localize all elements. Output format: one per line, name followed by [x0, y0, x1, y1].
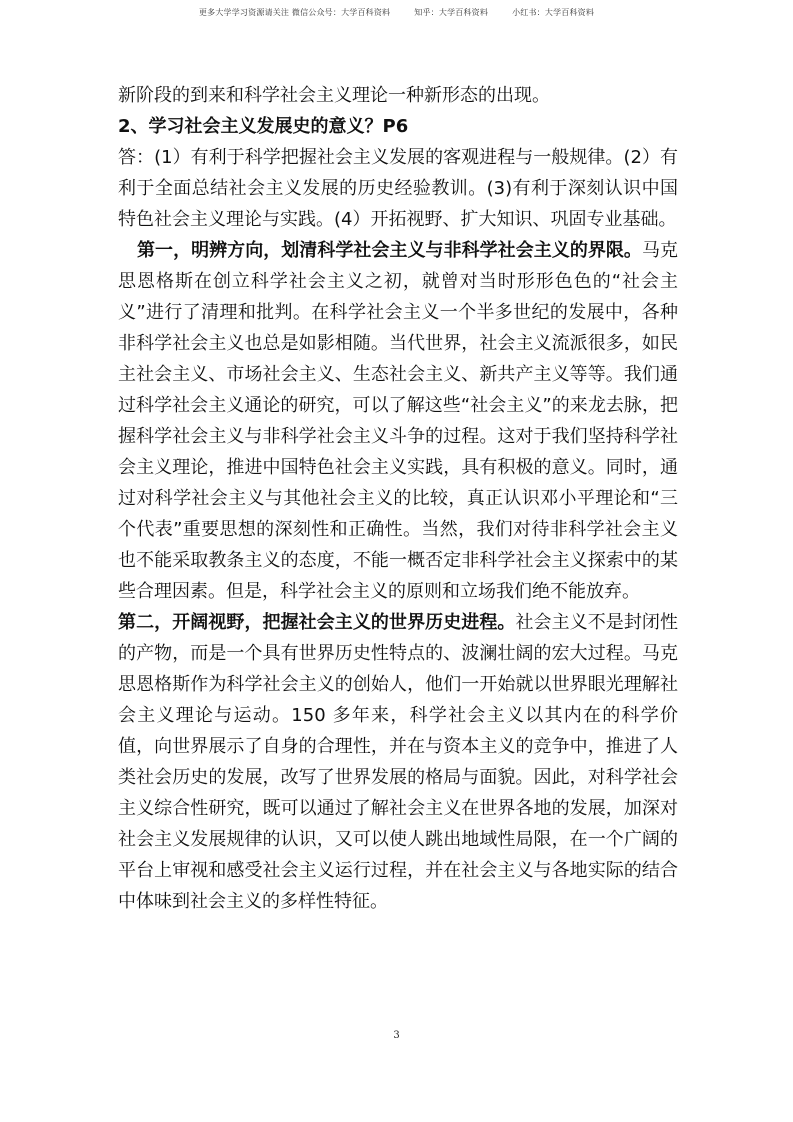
question-heading: 2、学习社会主义发展史的意义？P6 [118, 116, 409, 137]
document-body [118, 80, 678, 917]
header-xiaohongshu-note: 小红书：大学百科资料 [512, 8, 595, 17]
point-two-body: 社会主义不是封闭性的产物，而是一个具有世界历史性特点的、波澜壮阔的宏大过程。马克思恩格斯作为科学社会主义的创始人，他们一开始就以世界眼光理解社会主义理论与运动。150 多年来，科学社会主义以其内在的科学价值，向世界展示了自身的合理性，并在与资本主义的竞争中，推进了人类社会历史的发展，改写了世界发展的格局与面貌。因此，对科学社会主义综合性研究，既可以通过了解社会主义在世界各地的发展，加深对社会主义发展规律的认识，又可以使人跳出地域性局限，在一个广阔的平台上审视和感受社会主义运行过程，并在社会主义与各地实际的结合中体味到社会主义的多样性特征。 [118, 612, 679, 912]
point-two-heading: 第二，开阔视野，把握社会主义的世界历史进程。 [118, 612, 516, 633]
point-two-paragraph [118, 607, 678, 917]
point-one-heading: 第一，明辨方向，划清科学社会主义与非科学社会主义的界限。 [137, 240, 642, 261]
point-one-paragraph [118, 235, 678, 607]
point-one-body: 马克思恩格斯在创立科学社会主义之初，就曾对当时形形色色的“社会主义”进行了清理和批判。在科学社会主义一个半多世纪的发展中，各种非科学社会主义也总是如影相随。当代世界，社会主义流派很多，如民主社会主义、市场社会主义、生态社会主义、新共产主义等等。我们通过科学社会主义通论的研究，可以了解这些“社会主义”的来龙去脉，把握科学社会主义与非科学社会主义斗争的过程。这对于我们坚持科学社会主义理论，推进中国特色社会主义实践，具有积极的意义。同时，通过对科学社会主义与其他社会主义的比较，真正认识邓小平理论和“三个代表”重要思想的深刻性和正确性。当然，我们对待非科学社会主义也不能采取教条主义的态度，不能一概否定非科学社会主义探索中的某些合理因素。但是，科学社会主义的原则和立场我们绝不能放弃。 [118, 240, 679, 602]
intro-tail-paragraph: 新阶段的到来和科学社会主义理论一种新形态的出现。 [118, 85, 550, 106]
header-wechat-note: 更多大学学习资源请关注 微信公众号：大学百科资料 [198, 8, 391, 17]
page-header [0, 7, 793, 18]
page-number: 3 [393, 1030, 400, 1041]
header-zhihu-note: 知乎：大学百科资料 [414, 8, 489, 17]
answer-paragraph: 答：(1）有利于科学把握社会主义发展的客观进程与一般规律。(2）有利于全面总结社会主义发展的历史经验教训。(3)有利于深刻认识中国特色社会主义理论与实践。(4）开拓视野、扩大知识、巩固专业基础。 [118, 147, 678, 230]
